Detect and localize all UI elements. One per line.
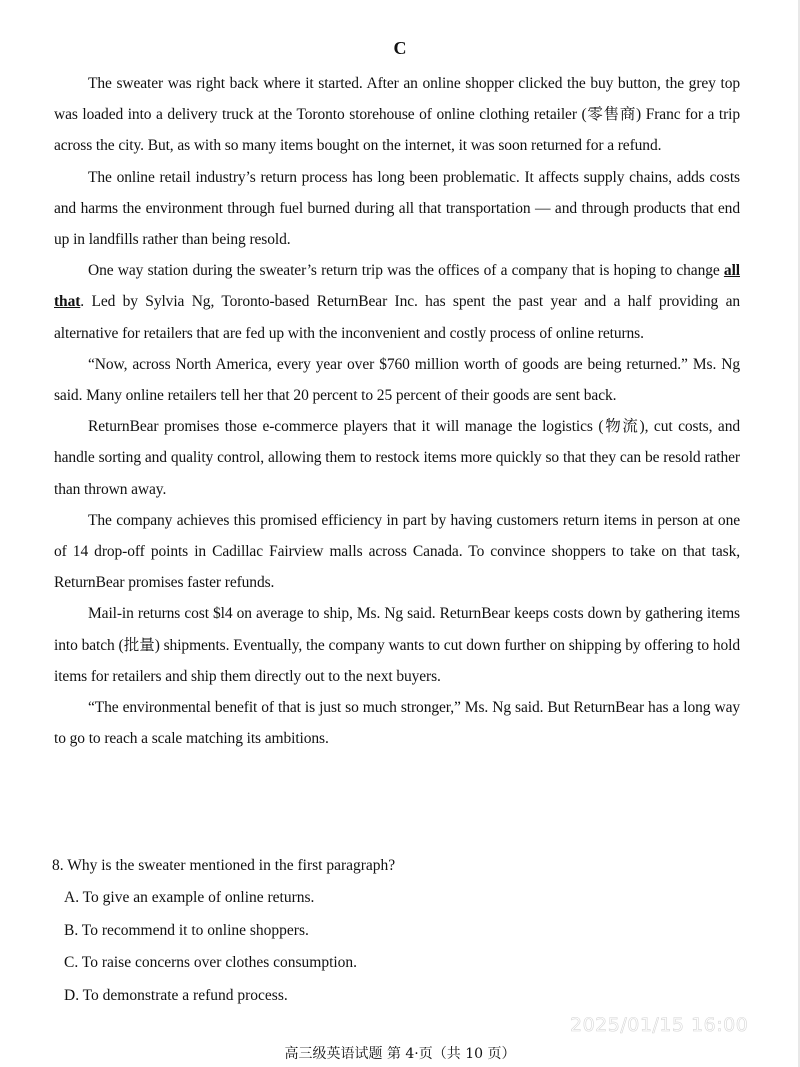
paragraph-3 (54, 255, 740, 349)
option-b: B. To recommend it to online shoppers. (64, 921, 309, 939)
option-d: D. To demonstrate a refund process. (64, 986, 288, 1004)
paragraph-8: “The environmental benefit of that is just so much stronger,” Ms. Ng said. But ReturnBear has a long way to go to reach a scale matching its ambitions. (54, 699, 740, 748)
reading-passage (54, 68, 740, 754)
paragraph-3-after: . Led by Sylvia Ng, Toronto-based ReturnBear Inc. has spent the past year and a half providing an alternative for retailers that are fed up with the inconvenient and costly process of online returns. (54, 293, 740, 342)
page-footer: 高三级英语试题 第 4·页（共 10 页） (284, 1046, 516, 1062)
answer-options (52, 882, 752, 1012)
paragraph-2: The online retail industry’s return process has long been problematic. It affects supply chains, adds costs and harms the environment through fuel burned during all that transportation — and through products that end up in landfills rather than being resold. (54, 168, 740, 249)
paragraph-1: The sweater was right back where it started. After an online shopper clicked the buy button, the grey top was loaded into a delivery truck at the Toronto storehouse of online clothing retailer (零售商) Franc for a trip across the city. But, as with so many items bought on the internet, it was soon returned for a refund. (54, 75, 740, 155)
option-a: A. To give an example of online returns. (64, 889, 315, 906)
section-letter: C (393, 38, 407, 58)
paragraph-3-before: One way station during the sweater’s return trip was the offices of a company that is hoping to change (88, 262, 724, 280)
question-stem: 8. Why is the sweater mentioned in the first paragraph? (52, 857, 396, 874)
paragraph-4: “Now, across North America, every year over $760 million worth of goods are being returned.” Ms. Ng said. Many online retailers tell her that 20 percent to 25 percent of their goods are sent back. (54, 355, 740, 405)
paragraph-6: The company achieves this promised efficiency in part by having customers return items in person at one of 14 drop-off points in Cadillac Fairview malls across Canada. To convince shoppers to take on that task, ReturnBear promises faster refunds. (54, 511, 740, 592)
paragraph-5: ReturnBear promises those e-commerce players that it will manage the logistics (物流), cut costs, and handle sorting and quality control, allowing them to restock items more quickly so that they can be resold rather than thrown away. (54, 418, 740, 498)
question-8 (52, 850, 752, 1012)
timestamp-watermark: 2025/01/15 16:00 (570, 1014, 749, 1036)
paragraph-7: Mail-in returns cost $l4 on average to ship, Ms. Ng said. ReturnBear keeps costs down by gathering items into batch (批量) shipments. Eventually, the company wants to cut down further on shipping by offering to hold items for retailers and ship them directly out to the next buyers. (54, 605, 740, 685)
option-c: C. To raise concerns over clothes consumption. (64, 954, 358, 971)
underlined-phrase: all that (54, 262, 740, 311)
